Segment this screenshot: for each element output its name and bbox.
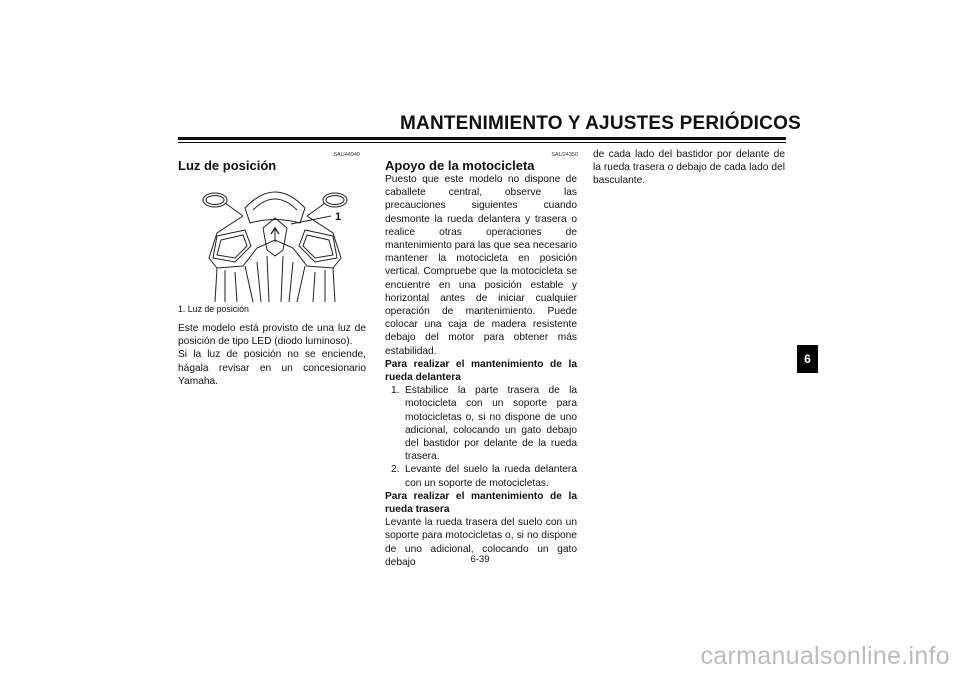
chapter-tab: 6 (797, 345, 818, 373)
left-section-heading: Luz de posición (178, 158, 277, 173)
left-body (178, 322, 366, 388)
front-step-1-number: 1. (391, 385, 400, 397)
right-body (593, 148, 785, 188)
figure-callout-1: 1 (335, 211, 342, 223)
front-step-1 (385, 384, 577, 463)
middle-intro: Puesto que este modelo no dispone de caballete central, observe las precauciones siguientes cuando desmonte la rueda delantera y trasera o realice otras operaciones de mantenimiento para las que sea necesario mantener la motocicleta en posición vertical. Compruebe que la motocicleta se encuentre en una posición estable y horizontal antes de iniciar cualquier operación de mantenimiento. Puede colocar una caja de madera resistente debajo del motor para obtener más estabilidad. (385, 174, 577, 357)
middle-body (385, 173, 577, 569)
page-number: 6-39 (470, 554, 490, 565)
figure-caption: 1. Luz de posición (178, 304, 249, 314)
left-paragraph-2: Si la luz de posición no se enciende, hágala revisar en un concesionario Yamaha. (178, 349, 366, 387)
front-step-2 (385, 463, 577, 489)
middle-section-code: SAU24350 (551, 152, 578, 158)
right-paragraph: de cada lado del bastidor por delante de la rueda trasera o debajo de cada lado del basculante. (593, 149, 785, 187)
rear-wheel-heading: Para realizar el mantenimiento de la rueda trasera (385, 490, 577, 516)
motorcycle-front-illustration (195, 178, 355, 302)
front-step-2-text: Levante del suelo la rueda delantera con un soporte de motocicletas. (405, 464, 577, 489)
front-step-2-number: 2. (391, 464, 400, 476)
page-header-title: MANTENIMIENTO Y AJUSTES PERIÓDICOS (400, 113, 801, 134)
front-wheel-heading: Para realizar el mantenimiento de la rueda delantera (385, 358, 577, 384)
left-paragraph-1: Este modelo está provisto de una luz de posición de tipo LED (diodo luminoso). (178, 323, 366, 348)
watermark: carmanualsonline.info (700, 642, 950, 670)
header-rule-thick (178, 137, 786, 140)
rear-wheel-text: Levante la rueda trasera del suelo con un soporte para motocicletas o, si no dispone de uno adicional, colocando un gato debajo (385, 517, 577, 568)
middle-section-heading: Apoyo de la motocicleta (385, 158, 535, 173)
left-section-code: SAU44940 (333, 152, 360, 158)
header-rule-thin (178, 142, 786, 143)
front-step-1-text: Estabilice la parte trasera de la motocicleta con un soporte para motocicletas o, si no dispone de uno adicional, colocando un gato debajo del bastidor por delante de la rueda trasera. (405, 385, 577, 463)
